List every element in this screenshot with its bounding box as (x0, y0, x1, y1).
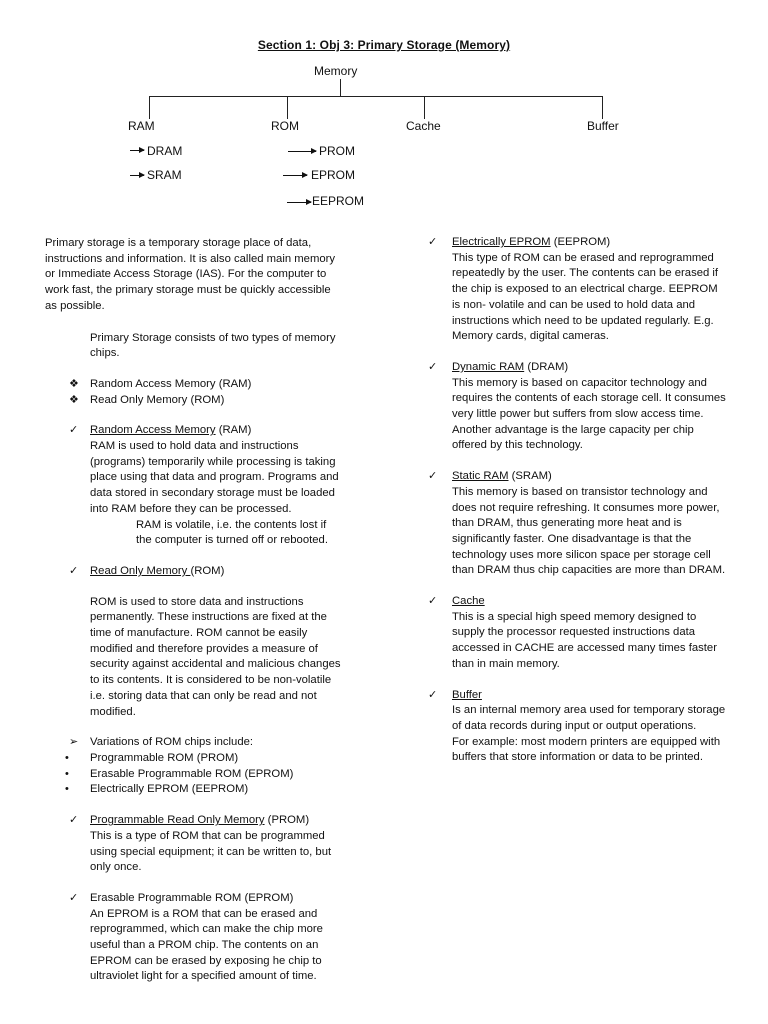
bullet-icon: • (65, 783, 69, 796)
arrow-eeprom-icon (287, 202, 311, 203)
rom-body: ROM is used to store data and instructions permanently. These instructions are fixed at the time of manufacture. ROM cannot be easily modified and therefore provides a measure of security against accidental and malicious changes to its contents. It is considered to be non-volatile i.e. storing data that can only be read and not modified. (90, 595, 341, 718)
diamond-bullet-icon: ❖ (69, 393, 79, 406)
tree-label-sram: SRAM (147, 168, 182, 182)
list-item (45, 767, 345, 783)
variations-heading-text: Variations of ROM chips include: (90, 736, 254, 749)
ram-body-2: RAM is volatile, i.e. the contents lost if the computer is turned off or rebooted. (136, 518, 328, 547)
page-title: Section 1: Obj 3: Primary Storage (Memory) (257, 38, 511, 52)
check-icon: ✓ (69, 424, 79, 437)
sram-section (428, 469, 728, 579)
ram-heading: Random Access Memory (90, 424, 216, 437)
list-item (45, 751, 345, 767)
eprom-section (45, 891, 345, 985)
eeprom-heading-suffix: (EEPROM) (550, 236, 611, 248)
tree-label-eprom: EPROM (311, 168, 356, 182)
list-item (45, 782, 345, 798)
arrow-prom-icon (288, 151, 316, 152)
tree-label-dram: DRAM (147, 144, 183, 158)
check-icon: ✓ (428, 360, 438, 373)
tree-branch-ram (149, 96, 150, 119)
rom-heading-suffix: (ROM) (190, 564, 225, 577)
tree-label-rom: ROM (271, 119, 299, 133)
arrow-eprom-icon (283, 175, 307, 176)
prom-heading: Programmable Read Only Memory (90, 814, 265, 827)
dram-heading-suffix: (DRAM) (524, 360, 569, 373)
types-intro-text: Primary Storage consists of two types of memory chips. (90, 331, 336, 360)
check-icon: ✓ (428, 236, 438, 248)
tree-branch-rom (287, 96, 288, 119)
memory-tree-diagram (0, 0, 768, 230)
prom-heading-suffix: (PROM) (264, 814, 310, 827)
bullet-icon: • (65, 767, 69, 780)
types-intro (45, 331, 345, 362)
arrow-dram-icon (130, 150, 144, 151)
sram-heading-suffix: (SRAM) (508, 470, 552, 483)
buffer-heading: Buffer (452, 688, 482, 701)
eeprom-section (428, 235, 728, 345)
list-item (45, 393, 345, 409)
eprom-heading: Erasable Programmable ROM (EPROM) (90, 891, 294, 904)
prom-section (45, 813, 345, 876)
tree-root-label: Memory (314, 64, 358, 78)
tree-horizontal-line (149, 96, 603, 97)
check-icon: ✓ (69, 814, 79, 827)
ram-heading-suffix: (RAM) (215, 424, 252, 437)
sram-body: This memory is based on transistor technology and does not require refreshing. It consumes more power, than DRAM, thus generating more heat and is significantly faster. One disadvantage is that the technology uses more silicon space per storage cell than DRAM thus chip capacities are more than DRAM. (452, 485, 726, 577)
tree-label-buffer: Buffer (587, 119, 619, 133)
eeprom-body: This type of ROM can be erased and reprogrammed repeatedly by the user. The contents can be erased if the chip is exposed to an electrical charge. EEPROM is non- volatile and can be used to hold data and instructions which need to be updated regularly. E.g. Memory cards, digital cameras. (452, 251, 719, 343)
prom-body: This is a type of ROM that can be programmed using special equipment; it can be written to, but only once. (90, 829, 332, 874)
dram-section (428, 360, 728, 454)
check-icon: ✓ (428, 688, 438, 701)
bullet-icon: • (65, 751, 69, 764)
right-column (428, 235, 728, 766)
left-column (45, 236, 345, 985)
tree-root-connector (340, 79, 341, 97)
list-item-text: Programmable ROM (PROM) (90, 751, 239, 764)
buffer-section (428, 688, 728, 767)
cache-body: This is a special high speed memory designed to supply the processor requested instructions data accessed in CACHE are accessed many times faster than in main memory. (452, 610, 717, 670)
check-icon: ✓ (428, 470, 438, 483)
tree-branch-cache (424, 96, 425, 119)
rom-heading: Read Only Memory (90, 564, 191, 577)
arrowhead-bullet-icon: ➢ (69, 736, 79, 749)
list-item (45, 377, 345, 393)
arrow-sram-icon (130, 175, 144, 176)
cache-heading: Cache (452, 595, 485, 608)
rom-section (45, 564, 345, 720)
variations-heading (45, 735, 345, 751)
check-icon: ✓ (69, 564, 79, 577)
ram-body: RAM is used to hold data and instructions (programs) temporarily while processing is taking place using that data and program. Programs and data stored in secondary storage must be loaded into RAM before they can be processed. (90, 440, 339, 515)
dram-heading: Dynamic RAM (452, 360, 525, 373)
tree-label-prom: PROM (319, 144, 355, 158)
dram-body: This memory is based on capacitor technology and requires the contents of each storage cell. It consumes very little power but suffers from slow access time. Another advantage is the large capacity per chip offered by this technology. (452, 376, 726, 452)
tree-label-eeprom: EEPROM (312, 194, 365, 208)
cache-section (428, 594, 728, 673)
list-item-text: Electrically EPROM (EEPROM) (90, 783, 249, 796)
eeprom-heading: Electrically EPROM (452, 236, 551, 248)
buffer-body: Is an internal memory area used for temporary storage of data records during input or output operations. (452, 704, 726, 732)
list-item-text: Read Only Memory (ROM) (90, 393, 225, 406)
tree-label-ram: RAM (128, 119, 155, 133)
check-icon: ✓ (428, 595, 438, 608)
tree-label-cache: Cache (406, 119, 441, 133)
list-item-text: Random Access Memory (RAM) (90, 377, 252, 390)
eprom-body: An EPROM is a ROM that can be erased and reprogrammed, which can make the chip more useful than a PROM chip. The contents on an EPROM can be erased by exposing he chip to ultraviolet light for a specified amount of time. (90, 907, 323, 983)
list-item-text: Erasable Programmable ROM (EPROM) (90, 767, 294, 780)
buffer-body-2: For example: most modern printers are equipped with buffers that store information or data to be printed. (452, 735, 721, 764)
check-icon: ✓ (69, 891, 79, 904)
ram-section (45, 423, 345, 549)
diamond-bullet-icon: ❖ (69, 377, 79, 390)
sram-heading: Static RAM (452, 470, 509, 483)
intro-paragraph: Primary storage is a temporary storage place of data, instructions and information. It is also called main memory or Immediate Access Storage (IAS). For the computer to work fast, the primary storage must be quickly accessible as possible. (45, 237, 336, 312)
tree-branch-buffer (602, 96, 603, 119)
